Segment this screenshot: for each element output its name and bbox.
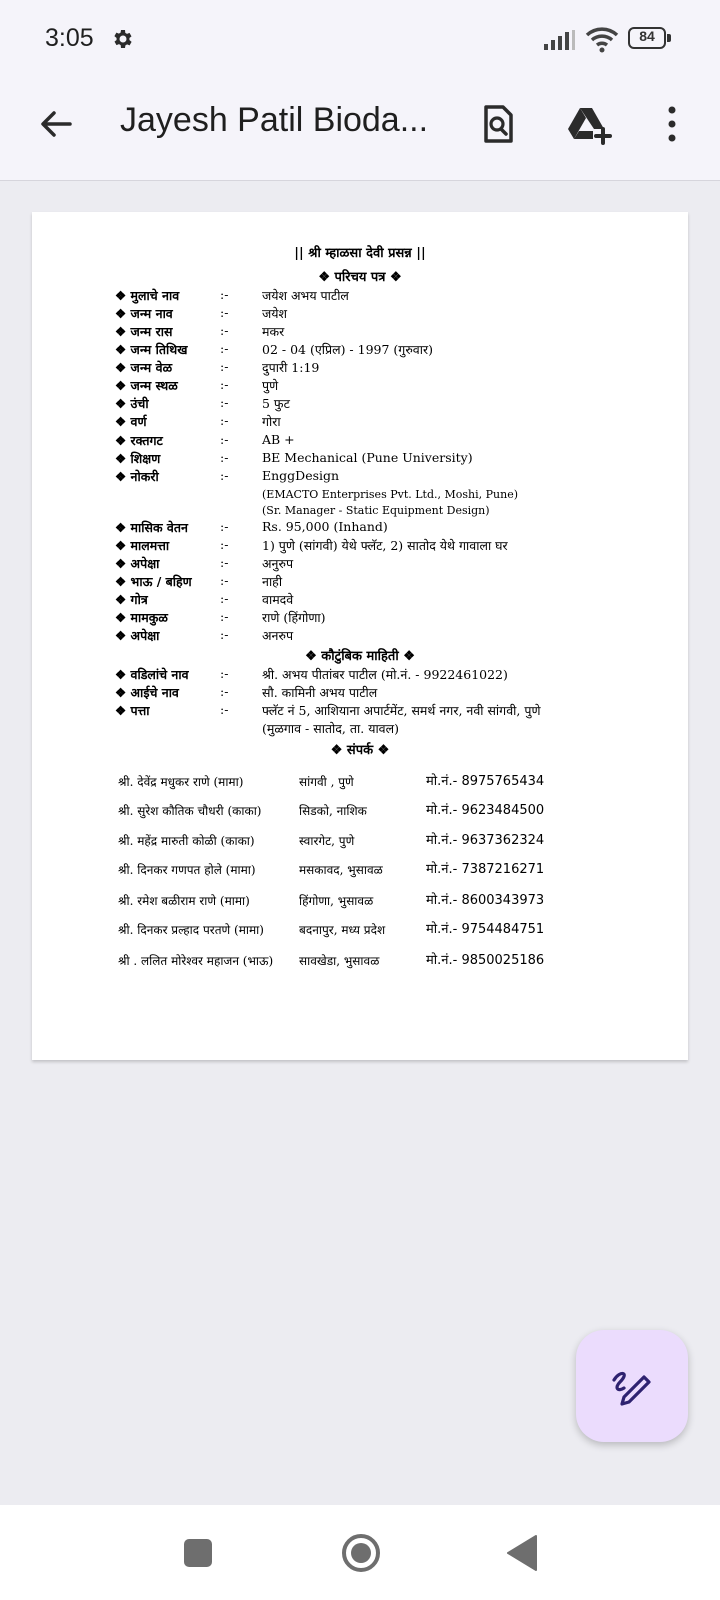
info-row: ❖ भाऊ / बहिण :- नाही [115,573,283,589]
info-row: ❖ वर्ण :- गोरा [115,413,281,429]
contact-row: श्री. दिनकर प्रल्हाद परतणे (मामा) बदनापुर, मध्य प्रदेश मो.नं.- 9754484751 [118,922,545,937]
address-native: (मुळगाव - सातोद, ता. यावल) [262,721,399,736]
system-nav-bar [0,1505,720,1600]
info-row: ❖ वडिलांचे नाव :- श्री. अभय पीतांबर पाटील (मो.नं. - 9922461022) [115,666,508,682]
square-icon[interactable] [184,1539,212,1567]
edit-pen-icon [610,1364,654,1408]
info-row: ❖ जन्म वेळ :- दुपारी 1:19 [115,359,320,375]
section-title-introduction: ❖ परिचय पत्र ❖ [318,270,402,285]
document-title: Jayesh Patil Bioda... [120,101,429,139]
contact-row: श्री. दिनकर गणपत होले (मामा) मसकावद, भुसावळ मो.नं.- 7387216271 [118,862,545,877]
section-title-contacts: ❖ संपर्क ❖ [330,743,390,758]
more-vert-icon[interactable] [660,102,684,146]
triangle-back-icon[interactable] [506,1534,538,1572]
app-bar [0,80,720,181]
battery-level: 84 [639,28,655,44]
battery-icon [628,27,674,51]
arrow-back-icon[interactable] [34,102,78,146]
info-row: ❖ जन्म स्थळ :- पुणे [115,377,279,393]
info-row: ❖ आईचे नाव :- सौ. कामिनी अभय पाटील [115,684,378,700]
info-row: ❖ रक्तगट :- AB + [115,432,295,448]
job-designation: (Sr. Manager - Static Equipment Design) [262,504,490,517]
contact-row: श्री . ललित मोरेश्वर महाजन (भाऊ) सावखेडा, भुसावळ मो.नं.- 9850025186 [118,953,545,968]
contact-row: श्री. महेंद्र मारुती कोळी (काका) स्वारगेट, पुणे मो.नं.- 9637362324 [118,833,545,848]
info-row: ❖ नोकरी :- EnggDesign [115,468,340,484]
info-row: ❖ अपेक्षा :- अनुरुप [115,555,294,571]
info-row: ❖ जन्म तिथिख :- 02 - 04 (एप्रिल) - 1997 (गुरुवार) [115,341,433,357]
document-page[interactable] [32,212,688,1060]
info-row: ❖ मुलाचे नाव :- जयेश अभय पाटील [115,287,349,303]
info-row: ❖ जन्म नाव :- जयेश [115,305,288,321]
info-row: ❖ मासिक वेतन :- Rs. 95,000 (Inhand) [115,519,388,535]
gear-icon [111,27,135,51]
contact-row: श्री. सुरेश कौतिक चौधरी (काका) सिडको, नाशिक मो.नं.- 9623484500 [118,803,545,818]
signal-icon [544,30,576,50]
info-row: ❖ मामकुळ :- राणे (हिंगोणा) [115,609,326,625]
job-company: (EMACTO Enterprises Pvt. Ltd., Moshi, Pune) [262,488,518,501]
info-row: ❖ मालमत्ता :- 1) पुणे (सांगवी) येथे फ्लॅट, 2) सातोद येथे गावाला घर [115,537,508,553]
info-row: ❖ गोत्र :- वामदवे [115,591,294,607]
status-time: 3:05 [45,24,94,52]
section-title-family: ❖ कौटुंबिक माहिती ❖ [305,649,415,664]
status-bar [0,0,720,80]
find-in-page-icon[interactable] [476,102,520,146]
add-to-drive-icon[interactable] [566,102,612,146]
info-row: ❖ पत्ता :- फ्लॅट नं 5, आशियाना अपार्टमेंट, समर्थ नगर, नवी सांगवी, पुणे [115,702,541,718]
doc-heading: || श्री म्हाळसा देवी प्रसन्न || [294,246,426,261]
info-row: ❖ जन्म रास :- मकर [115,323,285,339]
info-row: ❖ शिक्षण :- BE Mechanical (Pune University) [115,450,473,466]
info-row: ❖ उंची :- 5 फुट [115,395,290,411]
circle-icon[interactable] [340,1532,382,1574]
wifi-icon [585,25,619,53]
info-row: ❖ अपेक्षा :- अनरुप [115,627,294,643]
edit-fab-button[interactable] [576,1330,688,1442]
contact-row: श्री. रमेश बळीराम राणे (मामा) हिंगोणा, भुसावळ मो.नं.- 8600343973 [118,893,545,908]
contact-row: श्री. देवेंद्र मधुकर राणे (मामा) सांगवी , पुणे मो.नं.- 8975765434 [118,774,545,789]
